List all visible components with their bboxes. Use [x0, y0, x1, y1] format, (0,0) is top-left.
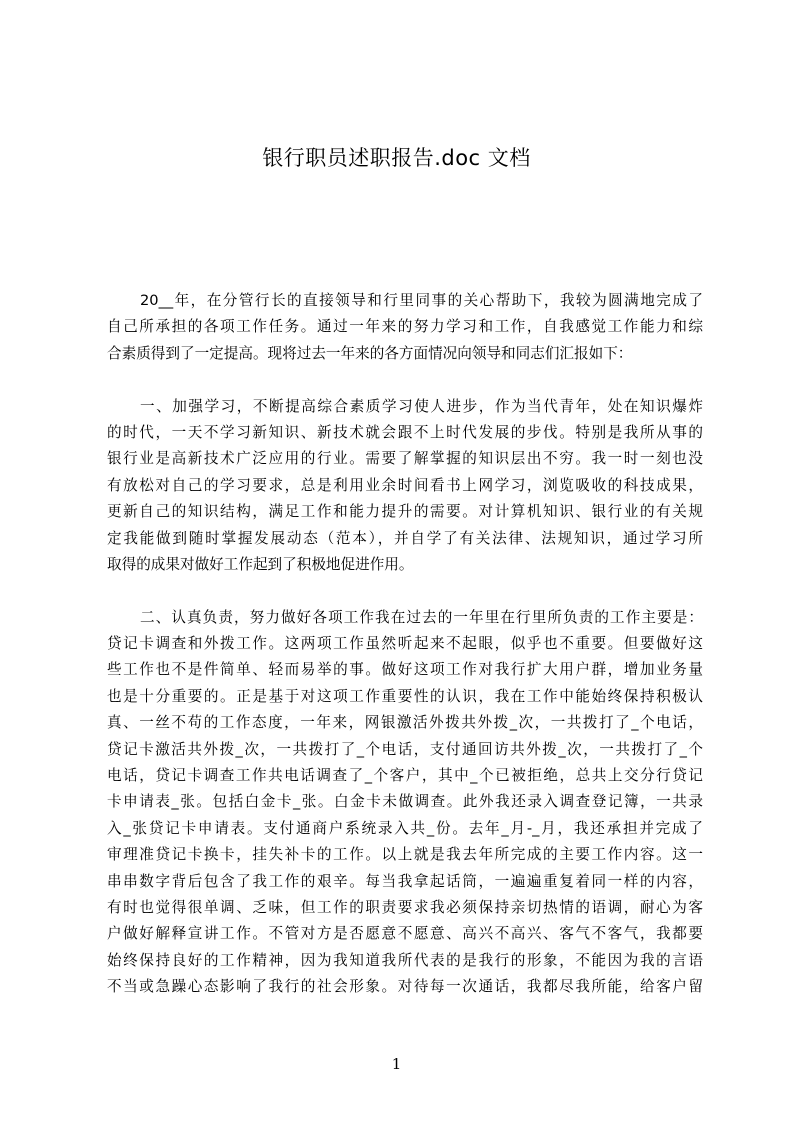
paragraph-line: 入_张贷记卡申请表。支付通商户系统录入共_份。去年_月-_月，我还承担并完成了	[107, 819, 703, 837]
paragraph-line: 贷记卡调查和外拨工作。这两项工作虽然听起来不起眼，似乎也不重要。但要做好这	[107, 635, 703, 653]
paragraph-line: 的时代，一天不学习新知识、新技术就会跟不上时代发展的步伐。特别是我所从事的	[107, 423, 703, 441]
paragraph-line: 始终保持良好的工作精神，因为我知道我所代表的是我行的形象，不能因为我的言语	[107, 951, 703, 969]
paragraph-line: 电话，贷记卡调查工作共电话调查了_个客户，其中_个已被拒绝，总共上交分行贷记	[107, 767, 703, 785]
paragraph-line: 有时也觉得很单调、乏味，但工作的职责要求我必须保持亲切热情的语调，耐心为客	[107, 898, 703, 916]
paragraph-line: 取得的成果对做好工作起到了积极地促进作用。	[107, 555, 414, 573]
paragraph-line: 贷记卡激活共外拨_次，一共拨打了_个电话，支付通回访共外拨_次，一共拨打了_个	[107, 740, 703, 758]
paragraph-line: 审理准贷记卡换卡，挂失补卡的工作。以上就是我去年所完成的主要工作内容。这一	[107, 846, 703, 864]
paragraph-line: 定我能做到随时掌握发展动态（范本），并自学了有关法律、法规知识，通过学习所	[107, 529, 703, 547]
paragraph-line: 自己所承担的各项工作任务。通过一年来的努力学习和工作，自我感觉工作能力和综	[107, 318, 703, 336]
paragraph-line: 银行业是高新技术广泛应用的行业。需要了解掌握的知识层出不穷。我一时一刻也没	[107, 450, 703, 468]
paragraph-intro	[107, 288, 703, 367]
paragraph-line: 也是十分重要的。正是基于对这项工作重要性的认识，我在工作中能始终保持积极认	[107, 687, 703, 705]
paragraph-line: 合素质得到了一定提高。现将过去一年来的各方面情况向领导和同志们汇报如下：	[107, 344, 633, 362]
paragraph-line: 真、一丝不苟的工作态度，一年来，网银激活外拨共外拨_次，一共拨打了_个电话，	[107, 714, 703, 732]
document-title: 银行职员述职报告.doc 文档	[262, 146, 531, 170]
paragraph-line: 些工作也不是件简单、轻而易举的事。做好这项工作对我行扩大用户群，增加业务量	[107, 661, 703, 679]
paragraph-study	[107, 394, 703, 579]
document-body	[107, 288, 703, 1027]
paragraph-line: 不当或急躁心态影响了我行的社会形象。对待每一次通话，我都尽我所能，给客户留	[107, 978, 703, 996]
paragraph-line: 20__年，在分管行长的直接领导和行里同事的关心帮助下，我较为圆满地完成了	[140, 292, 703, 309]
paragraph-line: 户做好解释宣讲工作。不管对方是否愿意不愿意、高兴不高兴、客气不客气，我都要	[107, 925, 703, 943]
paragraph-line: 卡申请表_张。包括白金卡_张。白金卡未做调查。此外我还录入调查登记簿，一共录	[107, 793, 703, 811]
paragraph-line: 有放松对自己的学习要求，总是利用业余时间看书上网学习，浏览吸收的科技成果，	[107, 476, 703, 494]
page-number: 1	[391, 1055, 402, 1073]
paragraph-line: 更新自己的知识结构，满足工作和能力提升的需要。对计算机知识、银行业的有关规	[107, 503, 703, 521]
paragraph-line: 一、加强学习，不断提高综合素质学习使人进步，作为当代青年，处在知识爆炸	[140, 397, 703, 415]
paragraph-line: 二、认真负责，努力做好各项工作我在过去的一年里在行里所负责的工作主要是：	[140, 608, 703, 626]
paragraph-line: 串串数字背后包含了我工作的艰辛。每当我拿起话筒，一遍遍重复着同一样的内容，	[107, 872, 703, 890]
paragraph-work	[107, 605, 703, 1001]
